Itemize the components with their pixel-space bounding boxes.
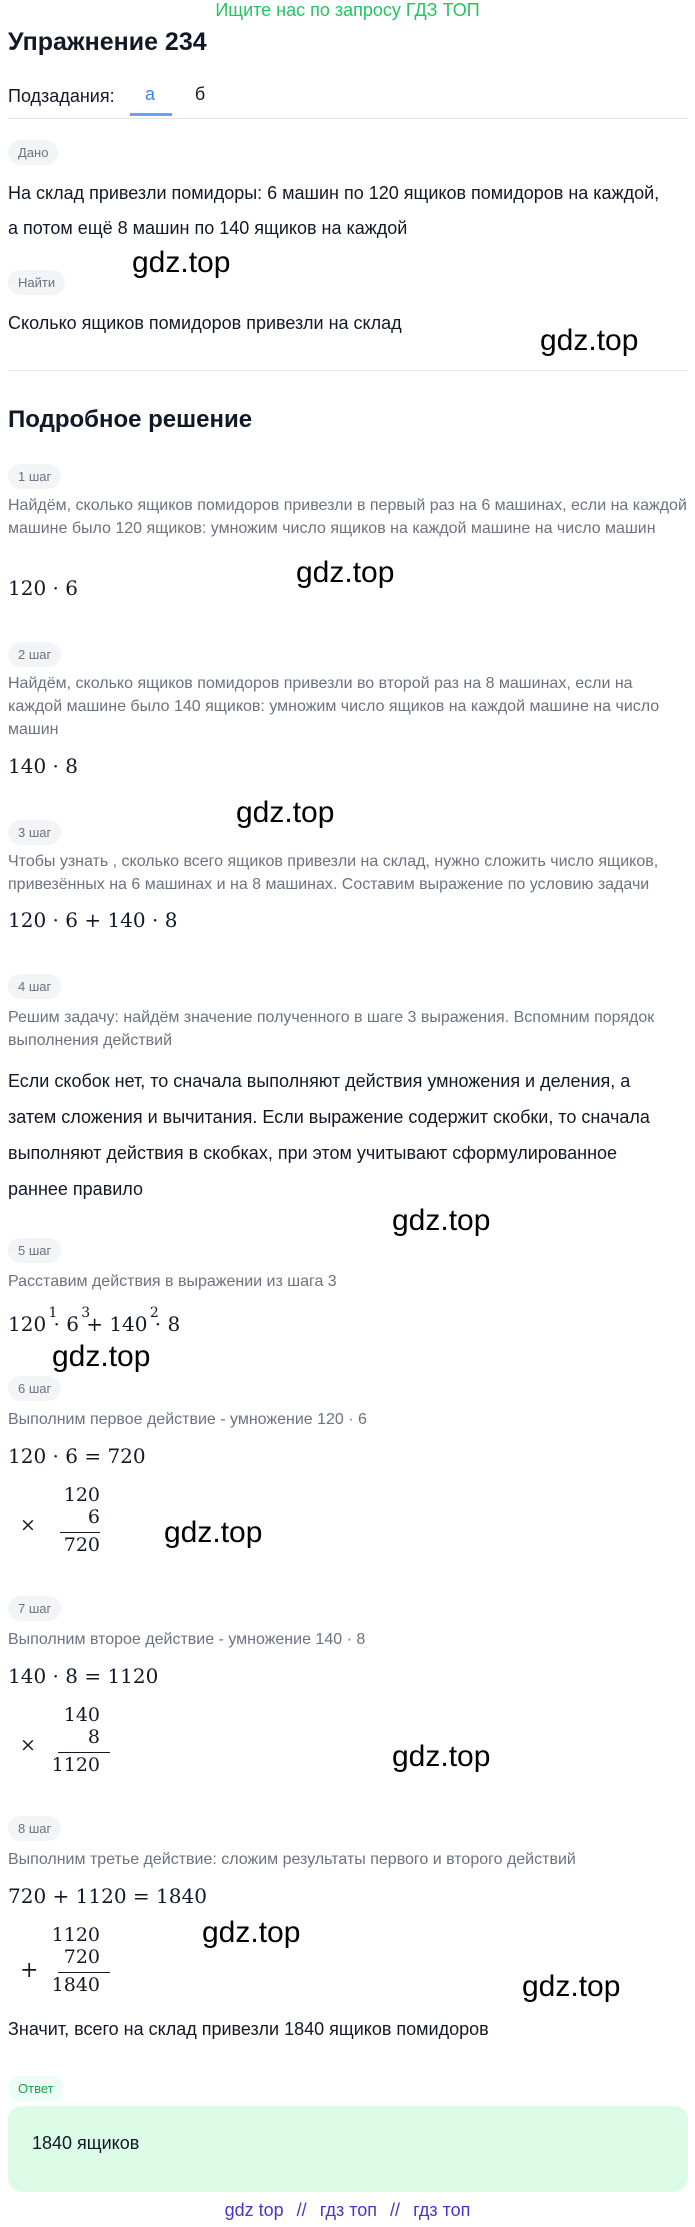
step-text: Найдём, сколько ящиков помидоров привезли во второй раз на 8 машинах, если на каждой машине было 140 ящиков: умножим число ящиков на каждой машине на число машин: [8, 675, 660, 738]
watermark: gdz.top: [296, 556, 395, 589]
watermark: gdz.top: [202, 1916, 301, 1949]
find-text: Сколько ящиков помидоров привезли на склад: [8, 313, 402, 333]
step-chip: 5 шаг: [8, 1238, 61, 1263]
given-chip: Дано: [8, 140, 58, 165]
watermark: gdz.top: [392, 1740, 491, 1773]
step-text: Выполним первое действие - умножение 120 · 6: [8, 1411, 367, 1428]
step-text: Решим задачу: найдём значение полученного в шаге 3 выражения. Вспомним порядок выполнения действий: [8, 1009, 655, 1049]
active-tab-indicator: [130, 113, 172, 116]
step-chip: 2 шаг: [8, 642, 61, 667]
step-expression-ordered: 120 $^1$· 6 $^3$+ 140 $^2$· 8: [8, 1305, 181, 1336]
step-chip: 8 шаг: [8, 1816, 61, 1841]
watermark: gdz.top: [522, 1970, 621, 2003]
watermark: gdz.top: [52, 1340, 151, 1373]
footer-separator: //: [390, 2200, 401, 2220]
step-text: Найдём, сколько ящиков помидоров привезли в первый раз на 6 машинах, если на каждой машине было 120 ящиков: умножим число ящиков на каждой машине на число машин: [8, 497, 687, 537]
column-multiplication: 140 × 8 1120: [10, 1704, 110, 1784]
step-chip: 4 шаг: [8, 974, 61, 999]
watermark: gdz.top: [132, 246, 231, 279]
column-addition: 1120 + 720 1840: [10, 1924, 110, 2004]
answer-text: 1840 ящиков: [32, 2133, 140, 2153]
tab-subtask-a[interactable]: а: [144, 84, 155, 104]
step-text: Выполним второе действие - умножение 140 · 8: [8, 1631, 366, 1648]
footer-link[interactable]: gdz top: [224, 2200, 284, 2220]
subtasks-label: Подзадания:: [8, 86, 115, 106]
page-title: Упражнение 234: [8, 28, 207, 56]
top-banner-link[interactable]: Ищите нас по запросу ГДЗ ТОП: [215, 0, 480, 20]
given-line-1: На склад привезли помидоры: 6 машин по 120 ящиков помидоров на каждой,: [8, 183, 660, 203]
step-chip: 6 шаг: [8, 1376, 61, 1401]
watermark: gdz.top: [164, 1516, 263, 1549]
answer-chip: Ответ: [8, 2076, 64, 2101]
step-chip: 1 шаг: [8, 464, 61, 489]
find-chip: Найти: [8, 270, 65, 295]
rule-text-1: Если скобок нет, то сначала выполняют действия умножения и деления, а: [8, 1071, 631, 1091]
footer-links: [0, 2200, 695, 2221]
rule-text-3: выполняют действия в скобках, при этом учитывают сформулированное: [8, 1143, 618, 1163]
step-expression: 120 · 6 + 140 · 8: [8, 908, 178, 932]
step-expression: 720 + 1120 = 1840: [8, 1884, 207, 1908]
step-text: Выполним третье действие: сложим результаты первого и второго действий: [8, 1851, 576, 1868]
rule-text-2: затем сложения и вычитания. Если выражение содержит скобки, то сначала: [8, 1107, 650, 1127]
step-chip: 3 шаг: [8, 820, 61, 845]
step-text: Чтобы узнать , сколько всего ящиков привезли на склад, нужно сложить число ящиков, привезённых на 6 машинах и на 8 машинах. Составим выражение по условию задачи: [8, 853, 659, 893]
tab-subtask-b[interactable]: б: [194, 84, 206, 104]
step-expression: 120 · 6 = 720: [8, 1444, 146, 1468]
rule-text-4: раннее правило: [8, 1179, 144, 1199]
column-multiplication: 120 × 6 720: [20, 1484, 100, 1556]
step-expression: 120 · 6: [8, 576, 78, 600]
step-text: Расставим действия в выражении из шага 3: [8, 1273, 337, 1290]
step-chip: 7 шаг: [8, 1596, 61, 1621]
step-expression: 140 · 8: [8, 754, 78, 778]
solution-title: Подробное решение: [8, 406, 253, 433]
watermark: gdz.top: [236, 796, 335, 829]
divider: [8, 370, 688, 371]
conclusion-text: Значит, всего на склад привезли 1840 ящиков помидоров: [8, 2019, 489, 2039]
footer-separator: //: [296, 2200, 307, 2220]
watermark: gdz.top: [392, 1204, 491, 1237]
footer-link[interactable]: гдз топ: [413, 2200, 471, 2220]
footer-link[interactable]: гдз топ: [319, 2200, 378, 2220]
watermark: gdz.top: [540, 324, 639, 357]
divider: [8, 118, 688, 119]
step-expression: 140 · 8 = 1120: [8, 1664, 159, 1688]
given-line-2: а потом ещё 8 машин по 140 ящиков на каждой: [8, 218, 408, 238]
